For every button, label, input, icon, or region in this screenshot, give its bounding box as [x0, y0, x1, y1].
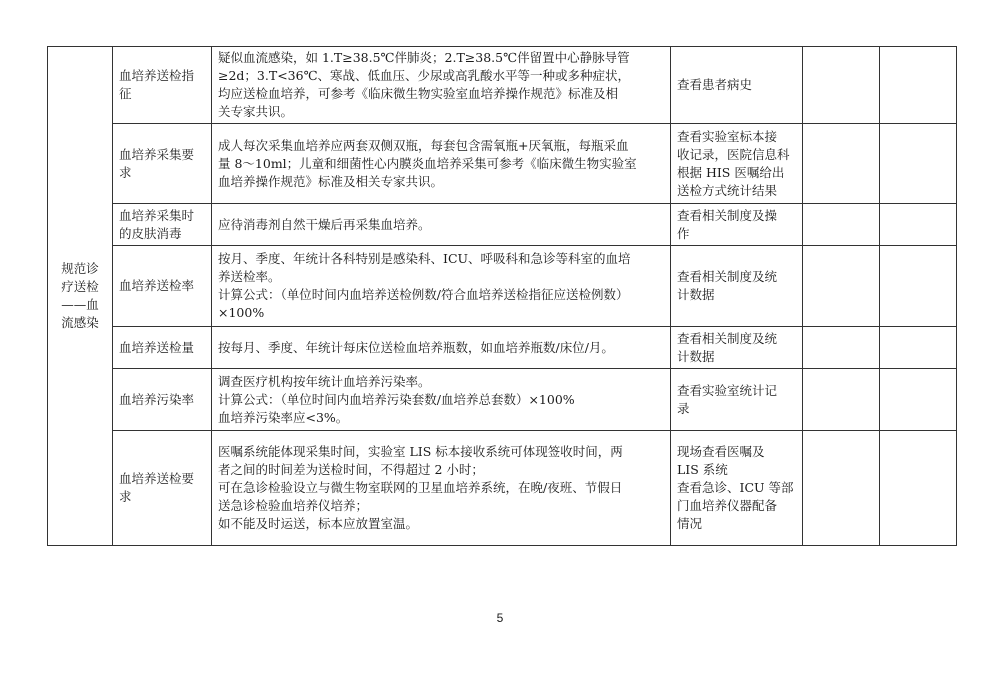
method-cell: [671, 204, 803, 246]
item-cell: [113, 204, 212, 246]
standard-line: 按月、季度、年统计各科特别是感染科、ICU、呼吸科和急诊等科室的血培: [218, 251, 631, 266]
method-line: 情况: [677, 516, 703, 531]
category-line: ——血: [61, 297, 99, 312]
table-row: [48, 431, 957, 546]
standard-line: 血培养污染率应<3%。: [218, 409, 349, 425]
standard-line: ×100%: [218, 305, 265, 320]
item-line: 血培养污染率: [119, 391, 195, 407]
method-line: 根据 HIS 医嘱给出: [677, 164, 785, 180]
item-line: 的皮肤消毒: [119, 225, 182, 241]
empty-cell: [803, 124, 880, 204]
empty-cell: [880, 327, 957, 369]
empty-cell: [880, 246, 957, 327]
standard-line: 如不能及时运送，标本应放置室温。: [218, 516, 419, 531]
standard-line: 计算公式：（单位时间内血培养送检例数/符合血培养送检指征应送检例数）: [218, 287, 629, 302]
item-line: 求: [119, 164, 132, 180]
standard-line: 可在急诊检验设立与微生物室联网的卫星血培养系统，在晚/夜班、节假日: [218, 480, 623, 495]
item-cell: [113, 246, 212, 327]
category-line: 流感染: [61, 315, 99, 330]
standard-line: 关专家共识。: [218, 104, 294, 119]
item-cell: [113, 124, 212, 204]
standard-cell: [212, 246, 671, 327]
method-line: 查看相关制度及统: [677, 269, 778, 284]
standard-cell: [212, 431, 671, 546]
method-line: 现场查看医嘱及: [677, 444, 765, 459]
item-line: 血培养采集要: [119, 146, 195, 162]
method-cell: [671, 431, 803, 546]
empty-cell: [880, 47, 957, 124]
empty-cell: [803, 204, 880, 246]
standard-line: 血培养操作规范》标准及相关专家共识。: [218, 173, 444, 189]
method-line: 计数据: [677, 348, 715, 364]
method-cell: [671, 327, 803, 369]
category-line: 规范诊: [61, 261, 99, 276]
standard-cell: [212, 47, 671, 124]
empty-cell: [803, 327, 880, 369]
method-line: 查看患者病史: [677, 77, 753, 92]
empty-cell: [880, 369, 957, 431]
item-line: 求: [119, 489, 132, 504]
method-line: 作: [677, 225, 690, 241]
table-row: [48, 124, 957, 204]
method-line: 门血培养仪器配备: [677, 498, 778, 513]
method-line: 查看实验室统计记: [677, 382, 778, 398]
standard-line: 送急诊检验血培养仪培养；: [218, 498, 369, 513]
standard-line: 者之间的时间差为送检时间，不得超过 2 小时；: [218, 462, 484, 477]
method-cell: [671, 47, 803, 124]
method-cell: [671, 369, 803, 431]
method-cell: [671, 124, 803, 204]
item-line: 血培养送检率: [119, 278, 195, 293]
method-line: 录: [677, 400, 690, 416]
empty-cell: [803, 431, 880, 546]
item-line: 血培养送检要: [119, 471, 195, 486]
item-cell: [113, 47, 212, 124]
table-row: [48, 369, 957, 431]
standard-line: 应待消毒剂自然干燥后再采集血培养。: [218, 216, 431, 232]
item-cell: [113, 327, 212, 369]
table-row: [48, 327, 957, 369]
method-line: LIS 系统: [677, 462, 728, 477]
category-cell: [48, 47, 113, 546]
table-row: [48, 47, 957, 124]
standard-line: 量 8～10ml；儿童和细菌性心内膜炎血培养采集可参考《临床微生物实验室: [218, 155, 637, 171]
method-line: 查看相关制度及操: [677, 207, 778, 223]
standard-line: 成人每次采集血培养应两套双侧双瓶，每套包含需氧瓶+厌氧瓶，每瓶采血: [218, 137, 629, 153]
method-line: 送检方式统计结果: [677, 182, 778, 198]
item-line: 征: [119, 86, 132, 101]
standard-line: 疑似血流感染，如 1.T≥38.5℃伴肺炎；2.T≥38.5℃伴留置中心静脉导管: [218, 50, 630, 65]
empty-cell: [880, 204, 957, 246]
empty-cell: [803, 47, 880, 124]
standard-line: 养送检率。: [218, 269, 281, 284]
method-line: 收记录，医院信息科: [677, 146, 790, 162]
standard-cell: [212, 124, 671, 204]
standard-line: 按每月、季度、年统计每床位送检血培养瓶数，如血培养瓶数/床位/月。: [218, 339, 614, 355]
method-line: 查看实验室标本接: [677, 128, 778, 144]
method-line: 计数据: [677, 287, 715, 302]
standard-line: 医嘱系统能体现采集时间，实验室 LIS 标本接收系统可体现签收时间，两: [218, 444, 623, 459]
standard-line: 计算公式：（单位时间内血培养污染套数/血培养总套数）×100%: [218, 391, 575, 407]
table-row: [48, 204, 957, 246]
item-cell: [113, 431, 212, 546]
method-line: 查看急诊、ICU 等部: [677, 480, 794, 495]
empty-cell: [803, 369, 880, 431]
standard-cell: [212, 369, 671, 431]
standard-cell: [212, 204, 671, 246]
empty-cell: [880, 124, 957, 204]
item-line: 血培养采集时: [119, 207, 195, 223]
empty-cell: [803, 246, 880, 327]
item-line: 血培养送检指: [119, 68, 195, 83]
standard-line: ≥2d；3.T<36℃、寒战、低血压、少尿或高乳酸水平等一种或多种症状，: [218, 68, 631, 83]
standard-line: 均应送检血培养，可参考《临床微生物实验室血培养操作规范》标准及相: [218, 86, 619, 101]
method-cell: [671, 246, 803, 327]
assessment-table: [47, 46, 957, 546]
table-row: [48, 246, 957, 327]
item-cell: [113, 369, 212, 431]
standard-cell: [212, 327, 671, 369]
standard-line: 调查医疗机构按年统计血培养污染率。: [218, 373, 431, 389]
item-line: 血培养送检量: [119, 339, 195, 355]
page-number: 5: [496, 611, 504, 625]
empty-cell: [880, 431, 957, 546]
category-line: 疗送检: [61, 279, 99, 294]
method-line: 查看相关制度及统: [677, 330, 778, 346]
